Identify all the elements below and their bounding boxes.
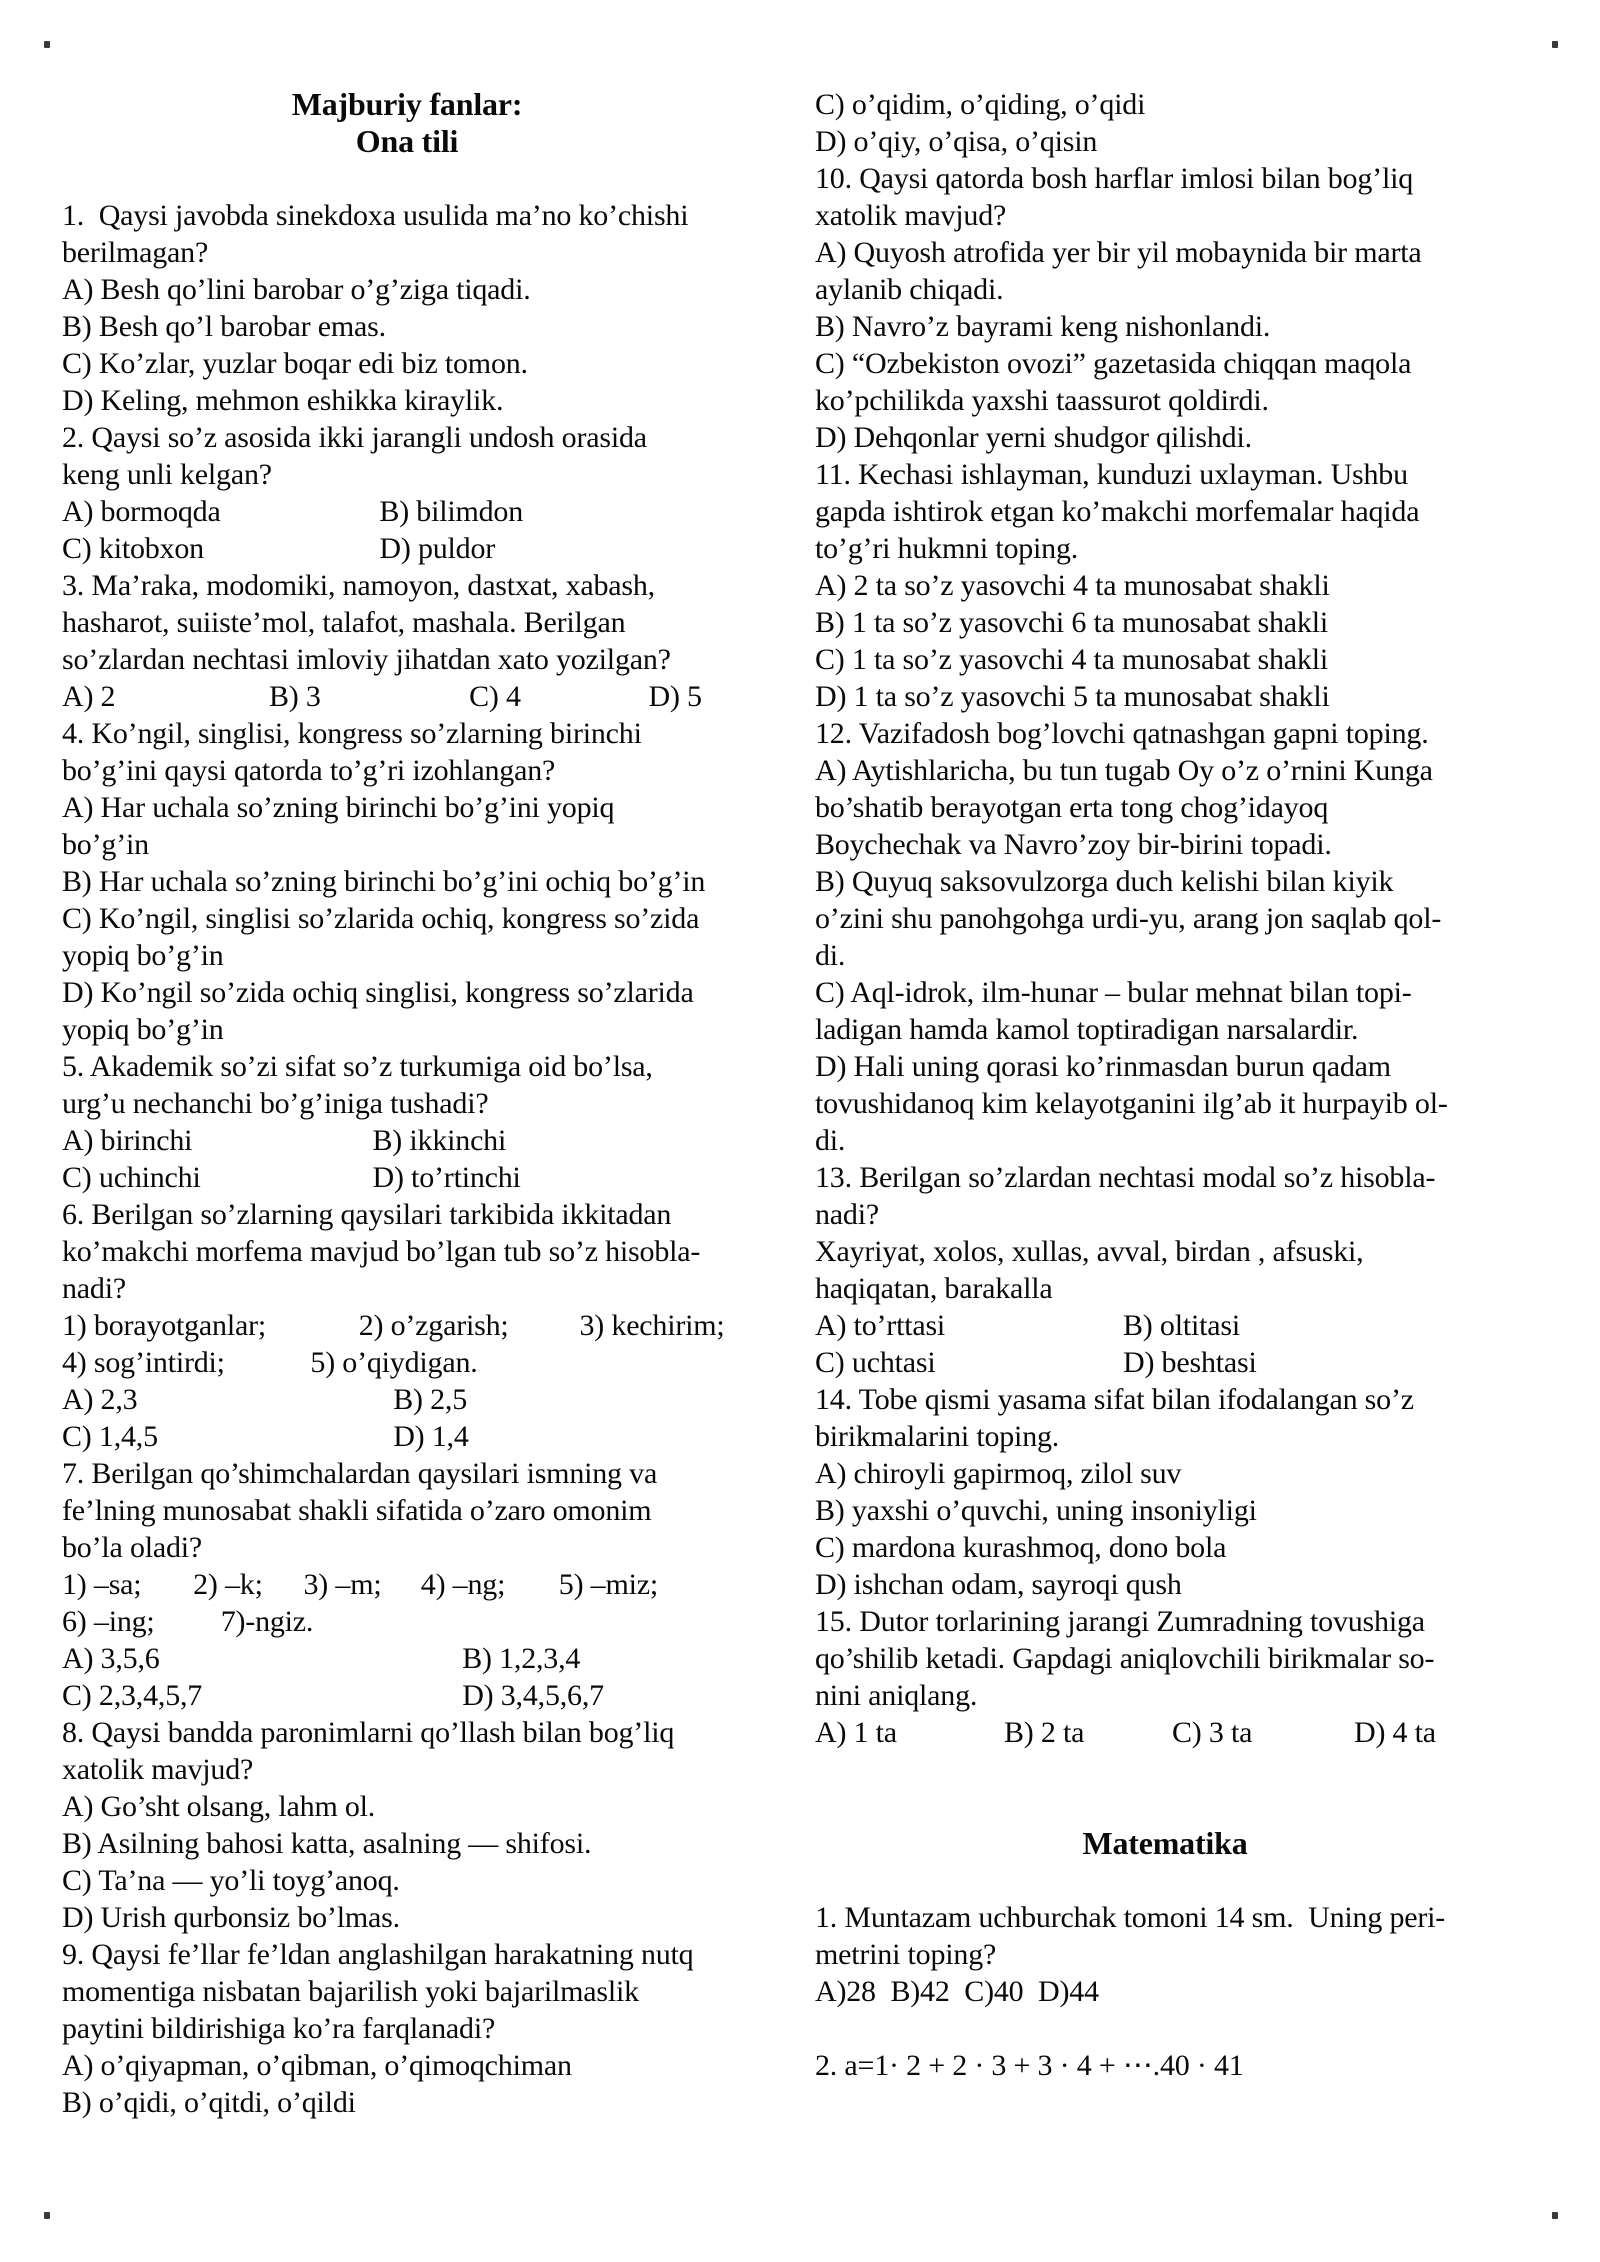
option-part: A) 2,3: [62, 1383, 138, 1416]
text-line: A) Go’sht olsang, lahm ol.: [62, 1790, 376, 1823]
text-line: C) Ta’na — yo’li toyg’anoq.: [62, 1864, 400, 1897]
text-line: A) Besh qo’lini barobar o’g’ziga tiqadi.: [62, 273, 531, 306]
text-line: Xayriyat, xolos, xullas, avval, birdan , afsuski,: [815, 1235, 1364, 1268]
text-line: bo’la oladi?: [62, 1531, 203, 1564]
text-line: di.: [815, 939, 846, 972]
text-line: A) 2 ta so’z yasovchi 4 ta munosabat shakli: [815, 569, 1330, 602]
text-line: o’zini shu panohgohga urdi-yu, arang jon saqlab qol-: [815, 902, 1442, 935]
text-line: [62, 678, 752, 715]
option-part: D) 5: [648, 680, 702, 713]
text-line: [62, 493, 752, 530]
option-part: C) 3 ta: [1172, 1716, 1253, 1749]
text-line: [62, 1603, 752, 1640]
text-line: berilmagan?: [62, 236, 209, 269]
text-line: B) Besh qo’l barobar emas.: [62, 310, 386, 343]
text-line: B) Har uchala so’zning birinchi bo’g’ini ochiq bo’g’in: [62, 865, 706, 898]
option-part: B) 1,2,3,4: [462, 1642, 581, 1675]
text-line: momentiga nisbatan bajarilish yoki bajarilmaslik: [62, 1975, 639, 2008]
option-part: C) kitobxon: [62, 532, 204, 565]
text-line: [62, 160, 752, 197]
text-line: metrini toping?: [815, 1938, 997, 1971]
text-line: ko’makchi morfema mavjud bo’lgan tub so’z hisobla-: [62, 1235, 701, 1268]
option-part: B) bilimdon: [379, 495, 524, 528]
option-part: 6) –ing;: [62, 1605, 155, 1638]
text-line: [62, 1640, 752, 1677]
option-part: B) oltitasi: [1123, 1309, 1240, 1342]
text-line: birikmalarini toping.: [815, 1420, 1060, 1453]
text-line: B) o’qidi, o’qitdi, o’qildi: [62, 2086, 356, 2119]
text-line: bo’g’ini qaysi qatorda to’g’ri izohlangan?: [62, 754, 556, 787]
text-line: hasharot, suiiste’mol, talafot, mashala. Berilgan: [62, 606, 626, 639]
text-line: [62, 1344, 752, 1381]
text-line: A) Har uchala so’zning birinchi bo’g’ini yopiq: [62, 791, 615, 824]
text-line: xatolik mavjud?: [62, 1753, 254, 1786]
option-part: 2) o’zgarish;: [358, 1309, 509, 1342]
text-line: A)28 B)42 C)40 D)44: [815, 1975, 1099, 2008]
text-line: C) 1 ta so’z yasovchi 4 ta munosabat shakli: [815, 643, 1328, 676]
text-line: 14. Tobe qismi yasama sifat bilan ifodalangan so’z: [815, 1383, 1414, 1416]
text-line: di.: [815, 1124, 846, 1157]
text-line: D) Urish qurbonsiz bo’lmas.: [62, 1901, 400, 1934]
text-line: 15. Dutor torlarining jarangi Zumradning tovushiga: [815, 1605, 1425, 1638]
option-part: 2) –k;: [193, 1568, 263, 1601]
text-line: keng unli kelgan?: [62, 458, 272, 491]
text-line: D) o’qiy, o’qisa, o’qisin: [815, 125, 1098, 158]
option-part: D) puldor: [379, 532, 496, 565]
option-part: C) 1,4,5: [62, 1420, 158, 1453]
right-column: [815, 86, 1515, 2084]
option-part: A) 3,5,6: [62, 1642, 160, 1675]
text-line: tovushidanoq kim kelayotganini ilg’ab it hurpayib ol-: [815, 1087, 1448, 1120]
section-heading: Matematika: [1082, 1825, 1248, 1861]
text-line: D) Hali uning qorasi ko’rinmasdan burun qadam: [815, 1050, 1391, 1083]
text-line: [815, 1751, 1515, 1788]
text-line: 2. a=1· 2 + 2 · 3 + 3 · 4 + ⋯.40 · 41: [815, 2049, 1244, 2082]
option-part: C) uchtasi: [815, 1346, 936, 1379]
corner-mark: [44, 2212, 50, 2219]
text-line: aylanib chiqadi.: [815, 273, 1004, 306]
text-line: to’g’ri hukmni toping.: [815, 532, 1079, 565]
corner-mark: [1552, 2212, 1558, 2219]
option-part: 1) –sa;: [62, 1568, 142, 1601]
text-line: B) Quyuq saksovulzorga duch kelishi bilan kiyik: [815, 865, 1394, 898]
option-part: C) 2,3,4,5,7: [62, 1679, 203, 1712]
option-part: 4) –ng;: [420, 1568, 506, 1601]
corner-mark: [44, 41, 50, 48]
text-line: gapda ishtirok etgan ko’makchi morfemalar haqida: [815, 495, 1420, 528]
text-line: [815, 1714, 1515, 1751]
text-line: 4. Ko’ngil, singlisi, kongress so’zlarning birinchi: [62, 717, 642, 750]
text-line: 7. Berilgan qo’shimchalardan qaysilari ismning va: [62, 1457, 658, 1490]
option-part: 5) –miz;: [558, 1568, 659, 1601]
option-part: B) 2 ta: [1004, 1716, 1085, 1749]
option-part: D) 1,4: [393, 1420, 469, 1453]
text-line: C) “Ozbekiston ovozi” gazetasida chiqqan maqola: [815, 347, 1412, 380]
text-line: so’zlardan nechtasi imloviy jihatdan xato yozilgan?: [62, 643, 671, 676]
text-line: [62, 1307, 752, 1344]
text-line: qo’shilib ketadi. Gapdagi aniqlovchili birikmalar so-: [815, 1642, 1435, 1675]
text-line: C) Aql-idrok, ilm-hunar – bular mehnat bilan topi-: [815, 976, 1412, 1009]
option-part: 7)-ngiz.: [220, 1605, 314, 1638]
option-part: D) beshtasi: [1123, 1346, 1257, 1379]
text-line: ladigan hamda kamol toptiradigan narsalardir.: [815, 1013, 1359, 1046]
option-part: A) to’rttasi: [815, 1309, 946, 1342]
text-line: [62, 1566, 752, 1603]
option-part: B) 2,5: [393, 1383, 467, 1416]
corner-mark: [1552, 41, 1558, 48]
text-line: bo’shatib berayotgan erta tong chog’idayoq: [815, 791, 1329, 824]
text-line: [815, 2010, 1515, 2047]
text-line: B) Asilning bahosi katta, asalning — shifosi.: [62, 1827, 592, 1860]
text-line: paytini bildirishiga ko’ra farqlanadi?: [62, 2012, 496, 2045]
text-line: [815, 1862, 1515, 1899]
text-line: [62, 530, 752, 567]
text-line: A) Aytishlaricha, bu tun tugab Oy o’z o’rnini Kunga: [815, 754, 1433, 787]
text-line: D) Ko’ngil so’zida ochiq singlisi, kongress so’zlarida: [62, 976, 694, 1009]
text-line: D) 1 ta so’z yasovchi 5 ta munosabat shakli: [815, 680, 1330, 713]
text-line: [62, 1677, 752, 1714]
text-line: 2. Qaysi so’z asosida ikki jarangli undosh orasida: [62, 421, 647, 454]
option-part: A) 2: [62, 680, 116, 713]
text-line: C) mardona kurashmoq, dono bola: [815, 1531, 1227, 1564]
option-part: 5) o’qiydigan.: [310, 1346, 478, 1379]
option-part: A) birinchi: [62, 1124, 193, 1157]
text-line: B) Navro’z bayrami keng nishonlandi.: [815, 310, 1271, 343]
text-line: [815, 1788, 1515, 1825]
option-part: C) 4: [469, 680, 521, 713]
text-line: D) Keling, mehmon eshikka kiraylik.: [62, 384, 504, 417]
text-line: B) 1 ta so’z yasovchi 6 ta munosabat shakli: [815, 606, 1328, 639]
text-line: xatolik mavjud?: [815, 199, 1007, 232]
text-line: 1. Muntazam uchburchak tomoni 14 sm. Uning peri-: [815, 1901, 1446, 1934]
left-column: [62, 86, 752, 2121]
text-line: 10. Qaysi qatorda bosh harflar imlosi bilan bog’liq: [815, 162, 1414, 195]
text-line: fe’lning munosabat shakli sifatida o’zaro omonim: [62, 1494, 652, 1527]
option-part: B) 3: [269, 680, 321, 713]
option-part: A) 1 ta: [815, 1716, 897, 1749]
text-line: [815, 1307, 1515, 1344]
option-part: A) bormoqda: [62, 495, 221, 528]
text-line: 1. Qaysi javobda sinekdoxa usulida ma’no ko’chishi: [62, 199, 689, 232]
text-line: 9. Qaysi fe’llar fe’ldan anglashilgan harakatning nutq: [62, 1938, 694, 1971]
text-line: [62, 1381, 752, 1418]
text-line: D) ishchan odam, sayroqi qush: [815, 1568, 1182, 1601]
option-part: D) 4 ta: [1354, 1716, 1436, 1749]
text-line: A) chiroyli gapirmoq, zilol suv: [815, 1457, 1182, 1490]
text-line: 6. Berilgan so’zlarning qaysilari tarkibida ikkitadan: [62, 1198, 672, 1231]
text-line: bo’g’in: [62, 828, 149, 861]
text-line: haqiqatan, barakalla: [815, 1272, 1053, 1305]
option-part: B) ikkinchi: [372, 1124, 507, 1157]
text-line: yopiq bo’g’in: [62, 1013, 224, 1046]
text-line: 12. Vazifadosh bog’lovchi qatnashgan gapni toping.: [815, 717, 1429, 750]
text-line: A) Quyosh atrofida yer bir yil mobaynida bir marta: [815, 236, 1422, 269]
text-line: nadi?: [815, 1198, 879, 1231]
option-part: 3) kechirim;: [579, 1309, 725, 1342]
text-line: C) o’qidim, o’qiding, o’qidi: [815, 88, 1146, 121]
text-line: nadi?: [62, 1272, 126, 1305]
text-line: 3. Ma’raka, modomiki, namoyon, dastxat, xabash,: [62, 569, 655, 602]
text-line: [62, 1122, 752, 1159]
text-line: 8. Qaysi bandda paronimlarni qo’llash bilan bog’liq: [62, 1716, 675, 1749]
text-line: D) Dehqonlar yerni shudgor qilishdi.: [815, 421, 1252, 454]
text-line: [62, 1418, 752, 1455]
option-part: C) uchinchi: [62, 1161, 201, 1194]
text-line: [62, 1159, 752, 1196]
section-heading: Ona tili: [355, 123, 459, 159]
text-line: 5. Akademik so’zi sifat so’z turkumiga oid bo’lsa,: [62, 1050, 653, 1083]
text-line: 11. Kechasi ishlayman, kunduzi uxlayman. Ushbu: [815, 458, 1408, 491]
option-part: 3) –m;: [303, 1568, 382, 1601]
text-line: C) Ko’ngil, singlisi so’zlarida ochiq, kongress so’zida: [62, 902, 700, 935]
option-part: 4) sog’intirdi;: [62, 1346, 225, 1379]
text-line: yopiq bo’g’in: [62, 939, 224, 972]
text-line: 13. Berilgan so’zlardan nechtasi modal so’z hisobla-: [815, 1161, 1436, 1194]
text-line: A) o’qiyapman, o’qibman, o’qimoqchiman: [62, 2049, 572, 2082]
text-line: C) Ko’zlar, yuzlar boqar edi biz tomon.: [62, 347, 528, 380]
option-part: D) 3,4,5,6,7: [462, 1679, 604, 1712]
text-line: nini aniqlang.: [815, 1679, 978, 1712]
text-line: B) yaxshi o’quvchi, uning insoniyligi: [815, 1494, 1257, 1527]
text-line: ko’pchilikda yaxshi taassurot qoldirdi.: [815, 384, 1269, 417]
section-heading: Majburiy fanlar:: [291, 86, 523, 122]
option-part: 1) borayotganlar;: [62, 1309, 267, 1342]
text-line: urg’u nechanchi bo’g’iniga tushadi?: [62, 1087, 489, 1120]
text-line: Boychechak va Navro’zoy bir-birini topadi.: [815, 828, 1332, 861]
option-part: D) to’rtinchi: [372, 1161, 521, 1194]
text-line: [815, 1344, 1515, 1381]
